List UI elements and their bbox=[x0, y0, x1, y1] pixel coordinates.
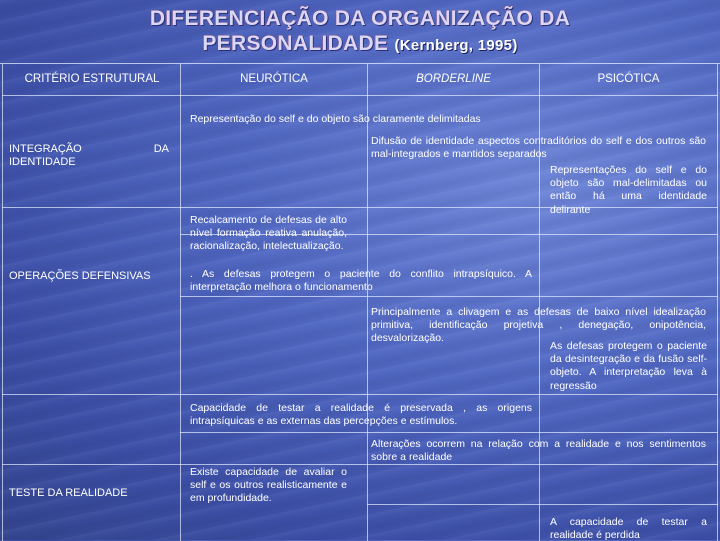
row-label-identidade-a: INTEGRAÇÃO bbox=[9, 143, 82, 155]
realidade-neurotica: Existe capacidade de avaliar o self e os outros realisticamente e em profundidade. bbox=[190, 466, 347, 505]
defensivas-borderline: Principalmente a clivagem e as defesas de baixo nível idealização primitiva, identificação projetiva , denegação, onipotência, desvalorização. bbox=[371, 306, 706, 345]
inner-divider-4 bbox=[2, 464, 718, 465]
slide-title bbox=[0, 6, 720, 58]
table-border-left bbox=[2, 64, 3, 541]
header-psicotica: PSICÓTICA bbox=[597, 73, 660, 85]
realidade-psicotica: A capacidade de testar a realidade é perdida bbox=[550, 516, 707, 540]
inner-divider-5 bbox=[367, 504, 718, 505]
row-label-realidade: TESTE DA REALIDADE bbox=[9, 487, 128, 499]
inner-divider-3 bbox=[180, 432, 718, 433]
table-divider-2 bbox=[367, 64, 368, 541]
row-label-defensivas: OPERAÇÕES DEFENSIVAS bbox=[9, 270, 151, 282]
identidade-neurotica-borderline: Representação do self e do objeto são claramente delimitadas bbox=[190, 113, 481, 125]
row-label-identidade bbox=[9, 143, 169, 169]
title-citation: (Kernberg, 1995) bbox=[394, 37, 518, 54]
table-border-right bbox=[717, 64, 718, 541]
title-main-word: PERSONALIDADE bbox=[202, 32, 389, 55]
row-label-identidade-c: IDENTIDADE bbox=[9, 156, 76, 168]
realidade-borderline: Alterações ocorrem na relação com a realidade e nos sentimentos sobre a realidade bbox=[371, 438, 706, 464]
defensivas-neurotica-borderline: . As defesas protegem o paciente do conflito intrapsíquico. A interpretação melhora o funcionamento bbox=[190, 268, 532, 294]
table-divider-1 bbox=[180, 64, 181, 541]
header-neurotica: NEURÓTICA bbox=[240, 73, 308, 85]
header-borderline: BORDERLINE bbox=[416, 73, 491, 85]
realidade-neurotica-borderline: Capacidade de testar a realidade é preservada , as origens intrapsíquicas e as externas das percepções e estímulos. bbox=[190, 402, 532, 428]
row-label-identidade-line1 bbox=[9, 143, 169, 156]
header-row-divider bbox=[2, 95, 718, 96]
identidade-borderline: Difusão de identidade aspectos contraditórios do self e dos outros são mal-integrados e mantidos separados bbox=[371, 135, 706, 160]
title-line-1: DIFERENCIAÇÃO DA ORGANIZAÇÃO DA bbox=[149, 7, 571, 30]
inner-divider-2 bbox=[180, 296, 718, 297]
defensivas-neurotica: Recalcamento de defesas de alto nível formação reativa anulação, racionalização, intelectualização. bbox=[190, 214, 347, 253]
identidade-psicotica: Representações do self e do objeto são mal-delimitadas ou então há uma identidade delirante bbox=[550, 164, 707, 216]
row-label-identidade-b: DA bbox=[153, 143, 169, 155]
header-criterio: CRITÉRIO ESTRUTURAL bbox=[24, 73, 160, 85]
title-line-2 bbox=[0, 31, 720, 58]
defensivas-psicotica: As defesas protegem o paciente da desintegração e da fusão self-objeto. A interpretação leva à regressão bbox=[550, 340, 707, 392]
row-divider-2 bbox=[2, 394, 718, 395]
